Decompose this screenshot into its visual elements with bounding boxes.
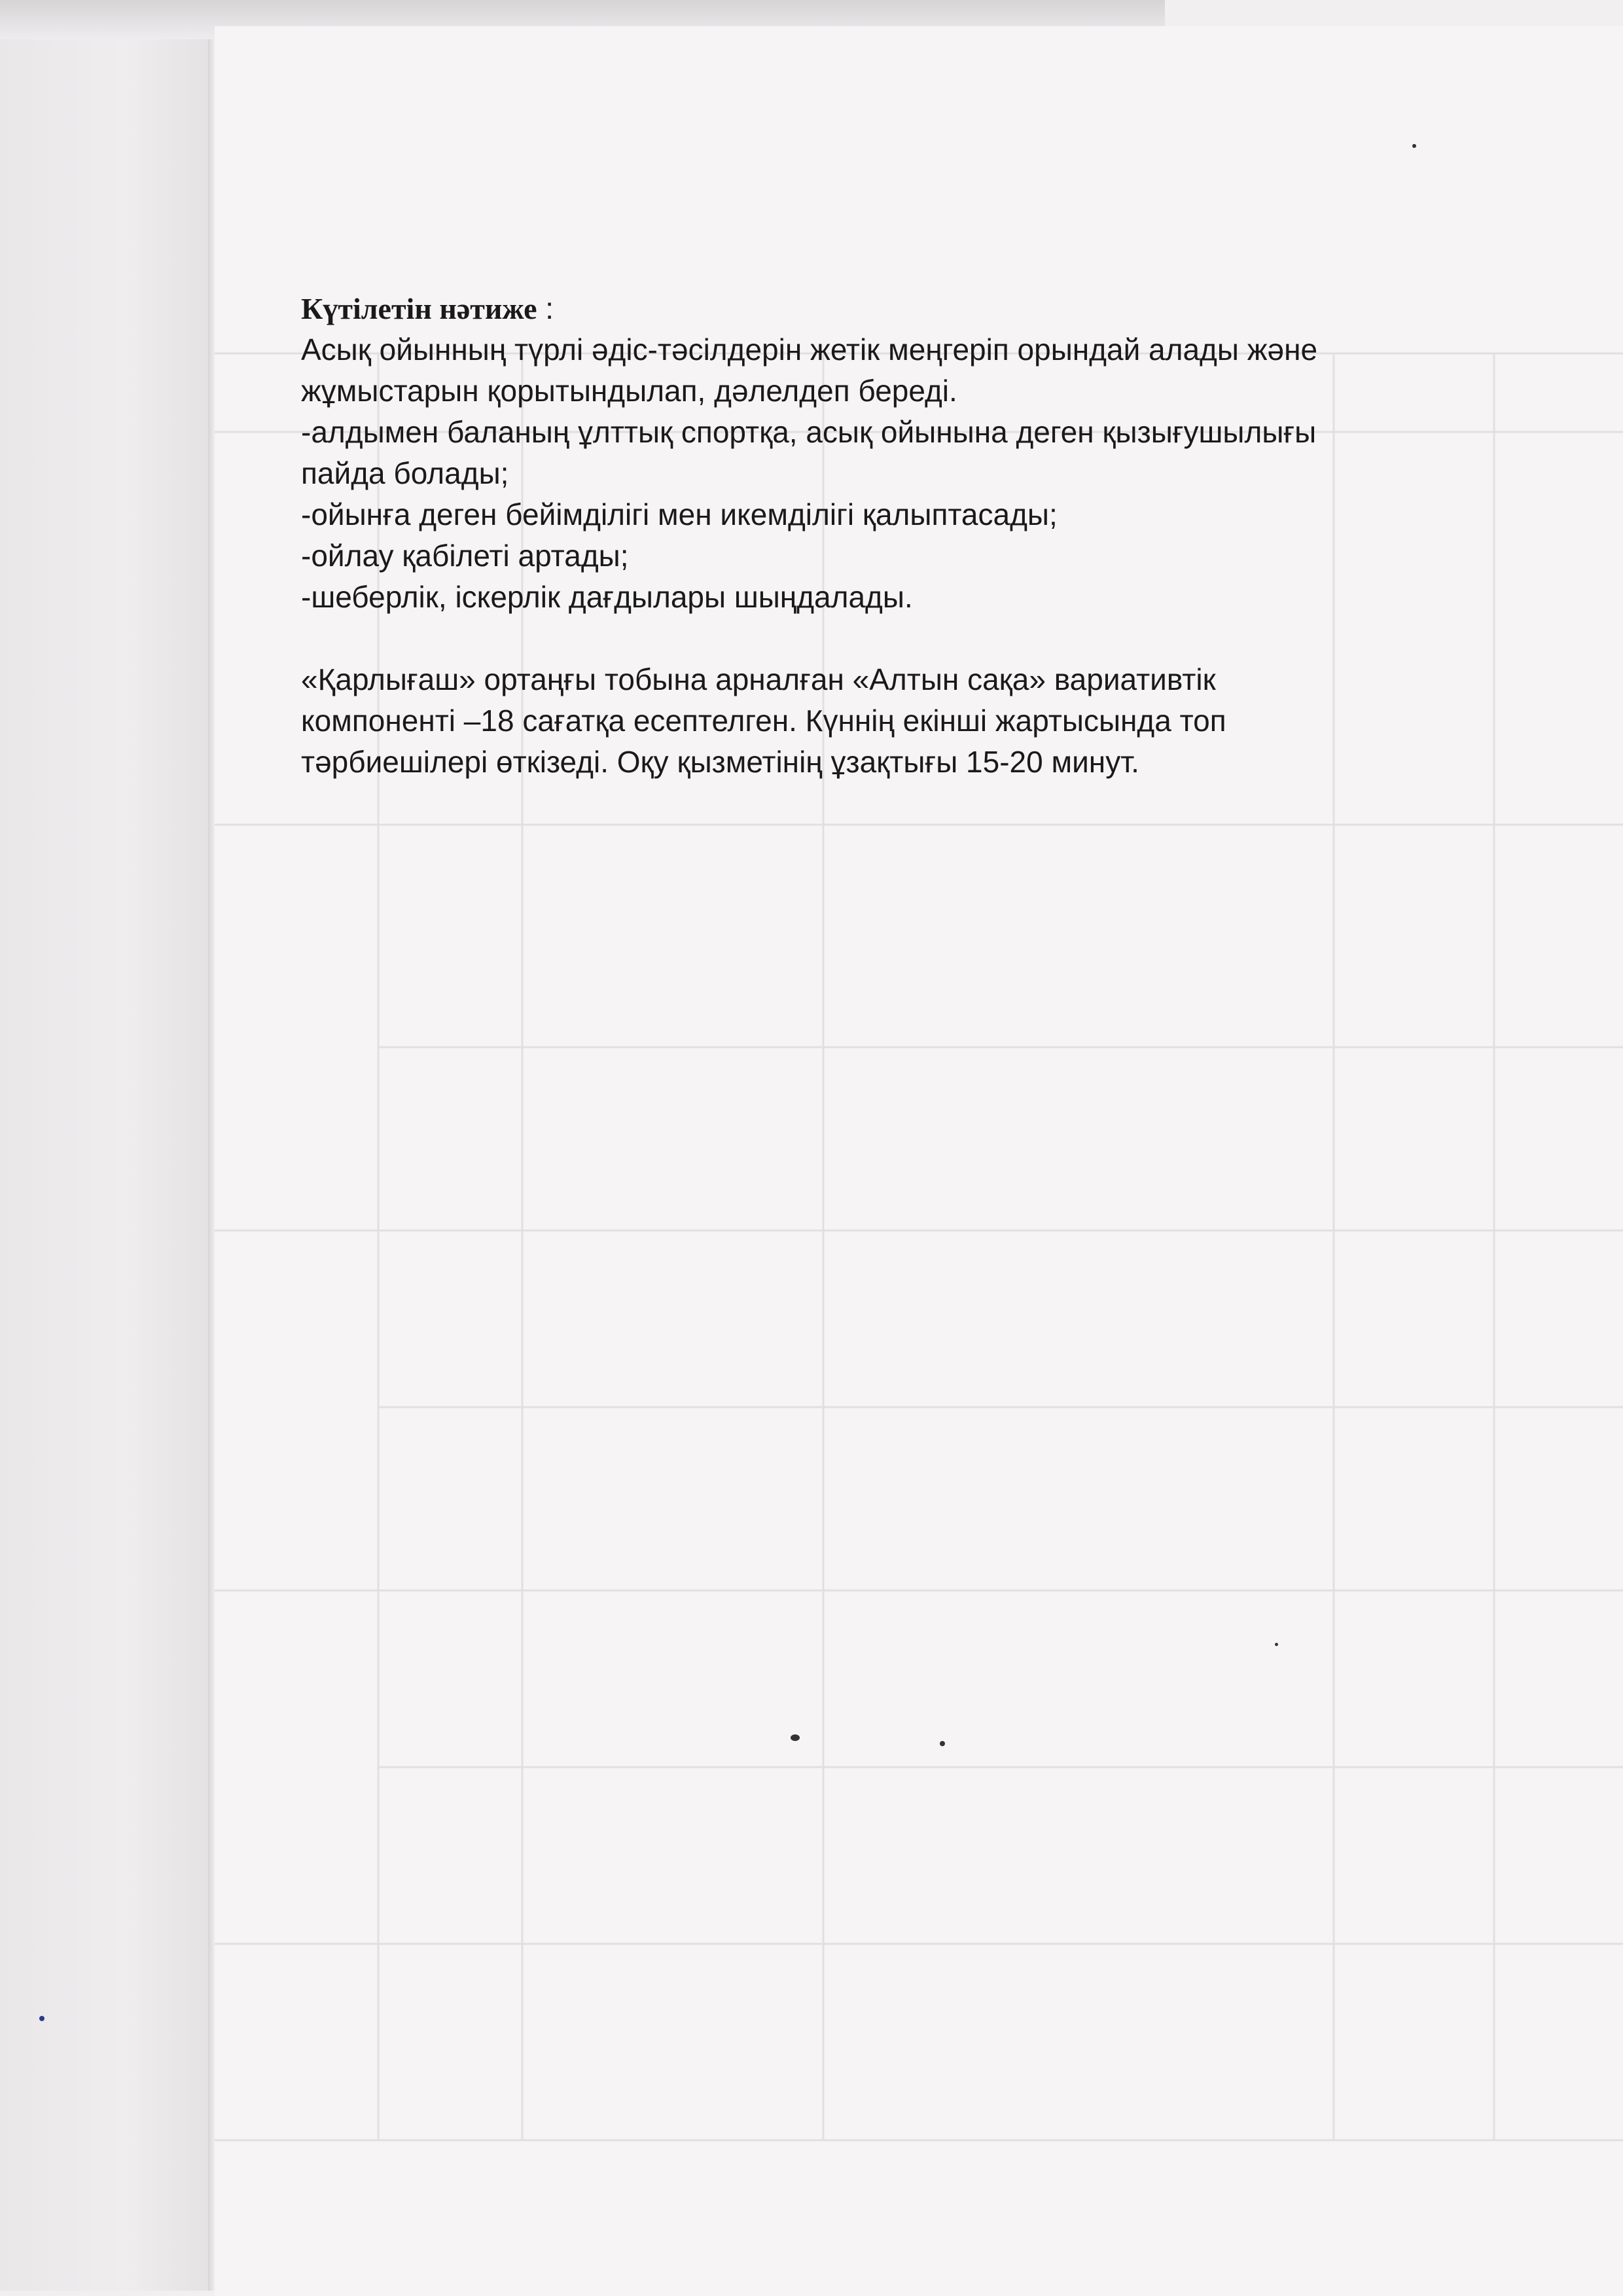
paper-speck (940, 1741, 945, 1746)
paper-speck (39, 2016, 45, 2021)
program-line: тәрбиешілері өткізеді. Оқу қызметінің ұзақтығы 15-20 минут. (301, 745, 1139, 779)
result-line: -алдымен баланың ұлттық спортқа, асық ойынына деген қызығушылығы (301, 415, 1317, 449)
adjacent-page-edge (0, 39, 209, 2291)
paper-speck (1412, 144, 1416, 148)
expected-results-heading (301, 288, 1531, 329)
paper-speck (1275, 1643, 1278, 1646)
result-line: -ойлау қабілеті артады; (301, 539, 629, 573)
result-line: пайда болады; (301, 456, 509, 490)
document-page (215, 26, 1623, 2296)
page-fold (208, 39, 215, 2291)
result-line: -шеберлік, іскерлік дағдылары шыңдалады. (301, 580, 913, 614)
program-line: «Қарлығаш» ортаңғы тобына арналған «Алтын сақа» вариативтік (301, 662, 1216, 696)
heading-text: Күтілетін нәтиже (301, 292, 537, 325)
heading-colon: : (537, 291, 554, 325)
result-line: -ойынға деген бейімділігі мен икемділігі қалыптасады; (301, 497, 1058, 531)
program-line: компоненті –18 сағатқа есептелген. Күннің екінші жартысында топ (301, 704, 1226, 738)
result-line: Асық ойынның түрлі әдіс-тәсілдерін жетік меңгеріп орындай алады және (301, 332, 1318, 367)
document-body (301, 288, 1531, 783)
paper-speck (791, 1734, 800, 1741)
paragraph-gap (301, 618, 1531, 659)
result-line: жұмыстарын қорытындылап, дәлелдеп береді. (301, 374, 957, 408)
